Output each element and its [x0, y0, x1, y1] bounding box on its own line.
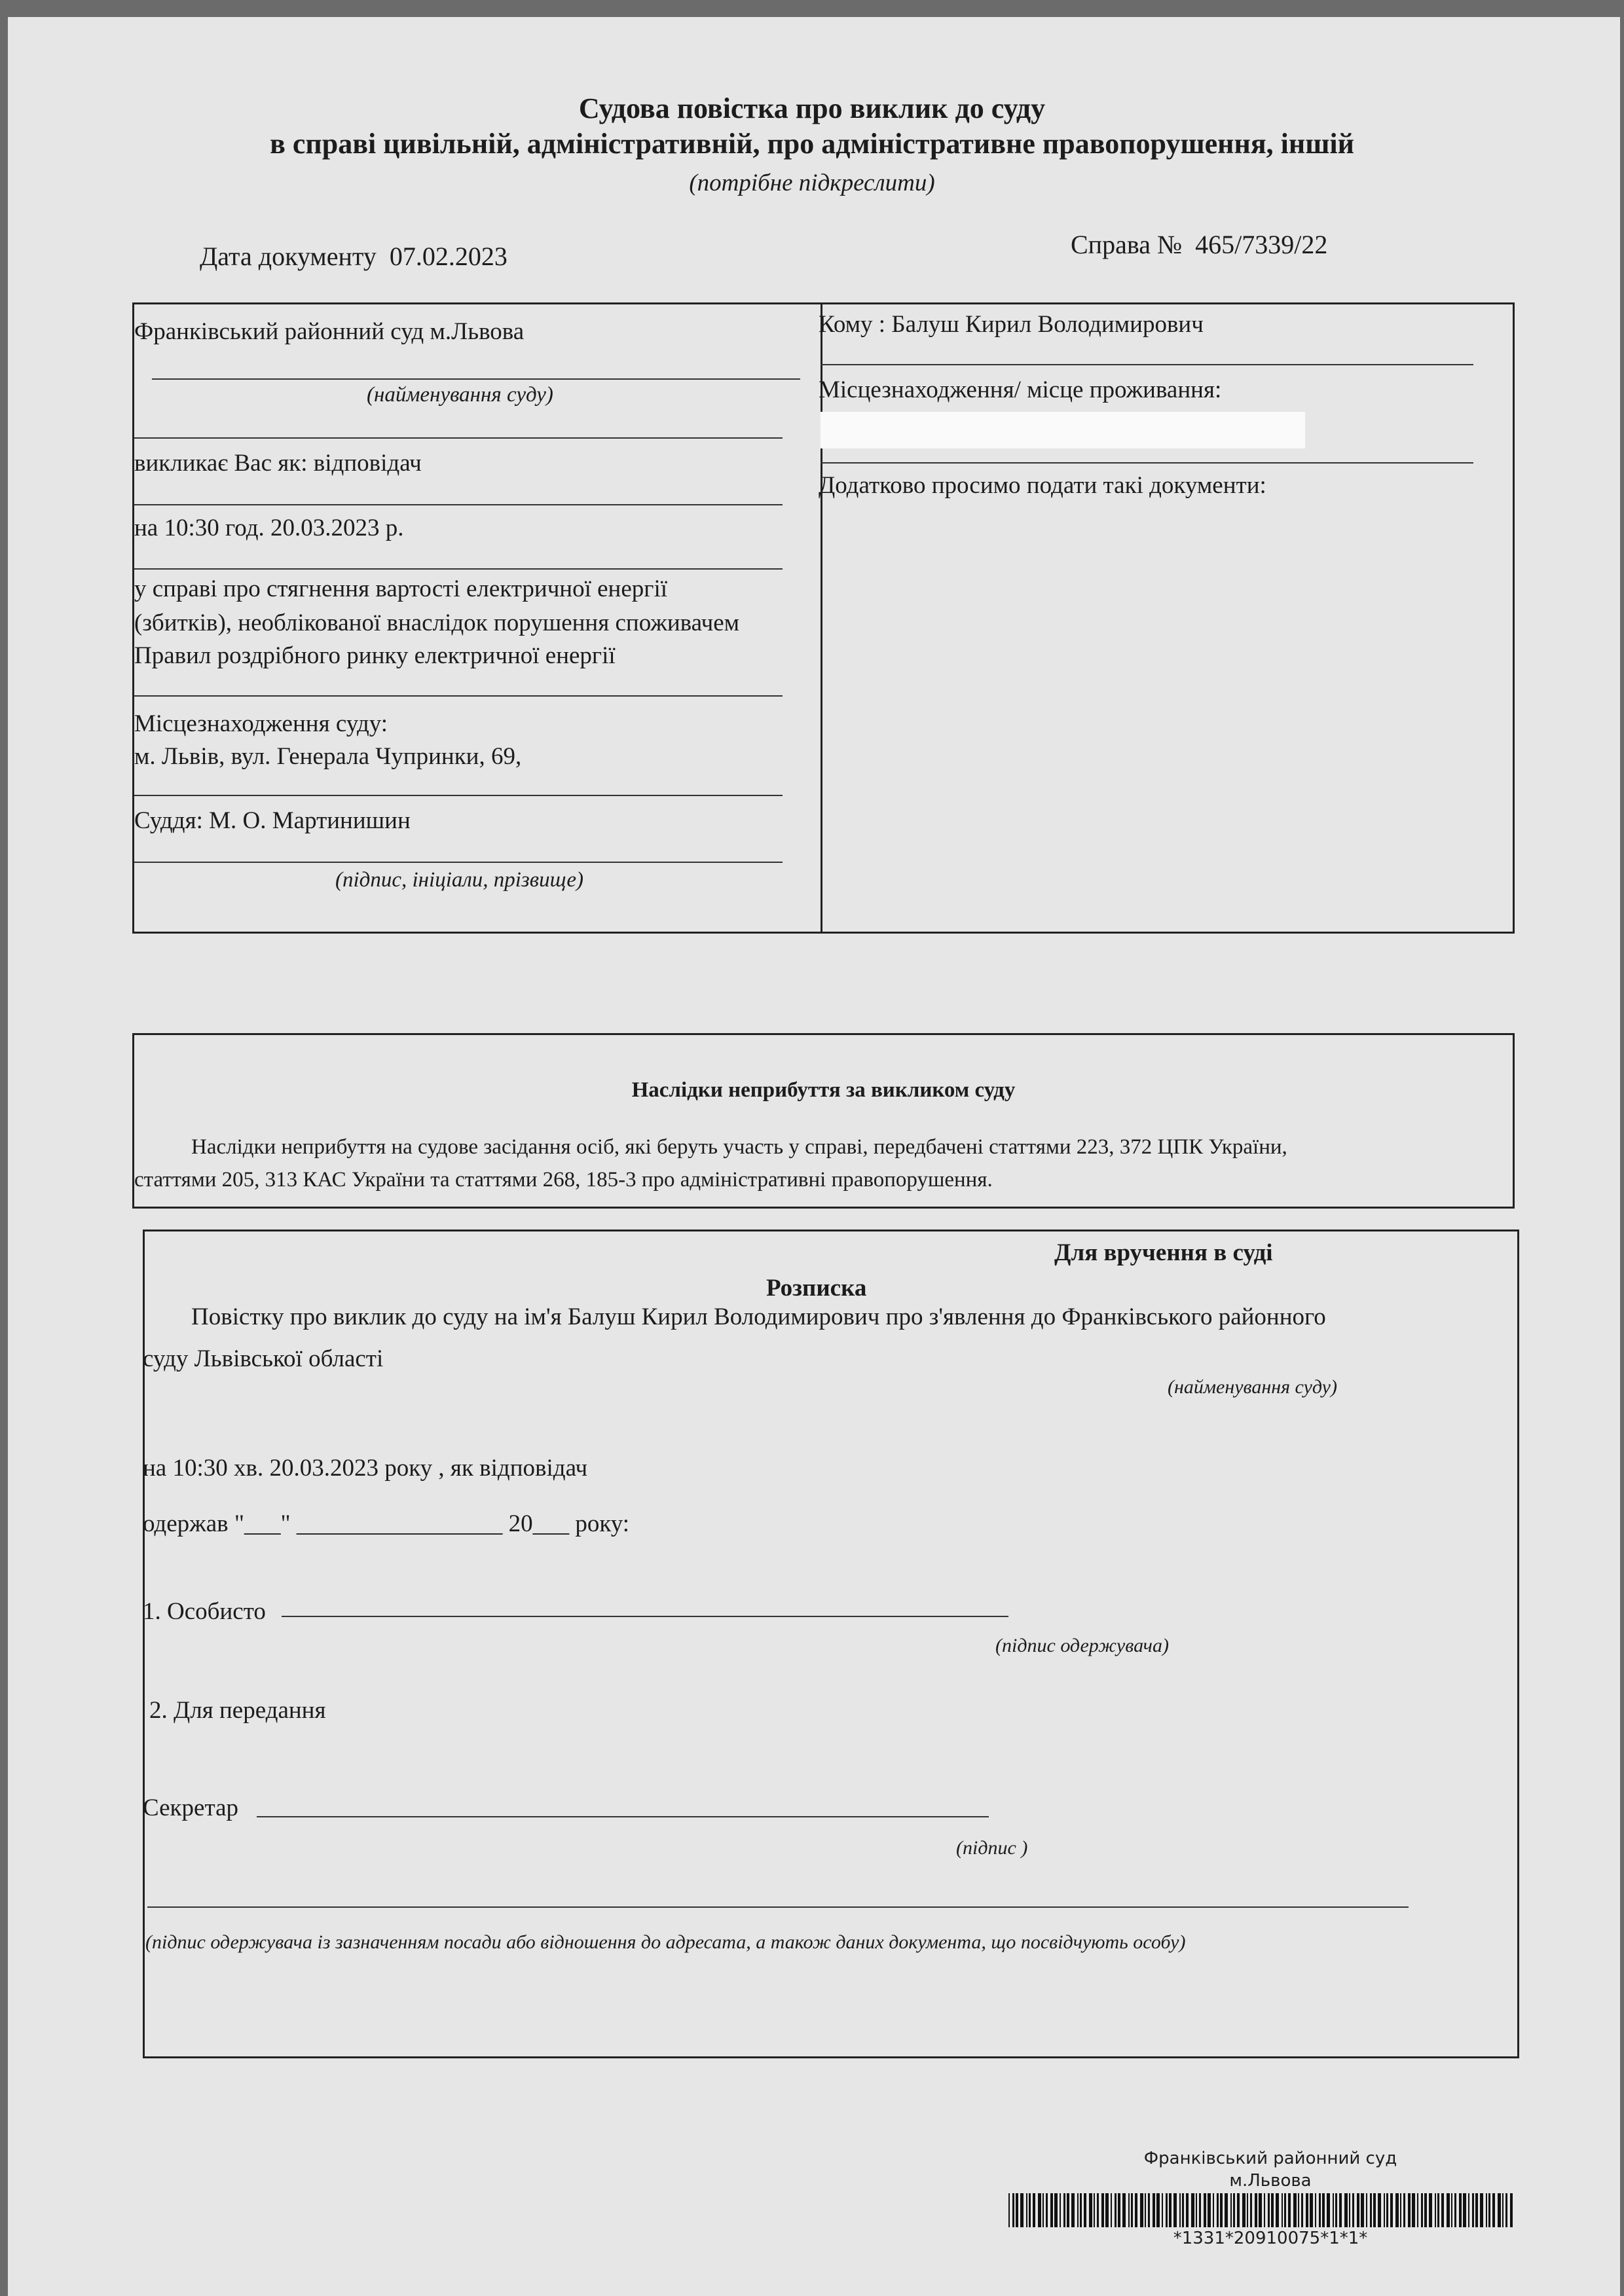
barcode-bar [1441, 2193, 1444, 2227]
final-signature-line [147, 1906, 1409, 1908]
barcode-bar [1333, 2193, 1334, 2227]
barcode-bar [1468, 2193, 1469, 2227]
case-subject-line2: (збитків), необлікованої внаслідок порушення споживачем [134, 610, 740, 636]
barcode-bar [1384, 2193, 1385, 2227]
barcode-bar [1315, 2193, 1316, 2227]
barcode-bar [1505, 2193, 1507, 2227]
barcode-text: *1331*20910075*1*1* [1173, 2229, 1368, 2248]
receipt-title: Розписка [766, 1275, 867, 1302]
barcode-bar [1492, 2193, 1495, 2227]
court-location-label: Місцезнаходження суду: [134, 710, 388, 737]
barcode-bar [1344, 2193, 1348, 2227]
barcode-bar [1026, 2193, 1027, 2227]
barcode-bar [1016, 2193, 1018, 2227]
barcode-bar [1220, 2193, 1223, 2227]
barcode-bar [1370, 2193, 1372, 2227]
receipt-time-line: на 10:30 хв. 20.03.2023 року , як відповідач [143, 1455, 588, 1482]
signature-caption: (підпис, ініціали, прізвище) [335, 868, 584, 892]
barcode-bar [1510, 2193, 1513, 2227]
barcode-bar [1429, 2193, 1432, 2227]
summons-role: викликає Вас як: відповідач [134, 450, 422, 477]
barcode-bar [1298, 2193, 1299, 2227]
barcode-bar [1412, 2193, 1415, 2227]
barcode-bar [1486, 2193, 1487, 2227]
barcode-bar [1122, 2193, 1126, 2227]
barcode-bar [1271, 2193, 1274, 2227]
barcode-bar [1502, 2193, 1504, 2227]
barcode-bar [1128, 2193, 1130, 2227]
barcode-bar [1046, 2193, 1048, 2227]
barcode-bar [1408, 2193, 1411, 2227]
barcode-bar [1097, 2193, 1099, 2227]
barcode-bar [1169, 2193, 1172, 2227]
barcode-bar [1255, 2193, 1257, 2227]
redacted-address [821, 412, 1305, 448]
barcode-bar [1145, 2193, 1146, 2227]
barcode-bar [1043, 2193, 1044, 2227]
barcode-bar [1156, 2193, 1160, 2227]
barcode-bar [1403, 2193, 1405, 2227]
barcode-bar [1077, 2193, 1079, 2227]
barcode-bar [1084, 2193, 1086, 2227]
footer-court-line2: м.Львова [1229, 2171, 1312, 2191]
underline-note: (потрібне підкреслити) [689, 170, 935, 196]
personal-signature-line [282, 1616, 1008, 1617]
barcode-bar [1166, 2193, 1168, 2227]
barcode-bar [1033, 2193, 1035, 2227]
barcode-bar [1050, 2193, 1053, 2227]
barcode-bar [1472, 2193, 1474, 2227]
barcode-bar [1111, 2193, 1112, 2227]
barcode-bar [1306, 2193, 1308, 2227]
barcode-bar [1378, 2193, 1381, 2227]
barcode-bar [1012, 2193, 1014, 2227]
documents-label: Додатково просимо подати такі документи: [819, 472, 1266, 499]
consequences-text-line1: Наслідки неприбуття на судове засідання осіб, які беруть участь у справі, передбачені статтями 223, 372 ЦПК України, [191, 1135, 1287, 1159]
separator-line [134, 862, 783, 863]
barcode-bar [1366, 2193, 1367, 2227]
barcode-bar [1038, 2193, 1041, 2227]
judge-name: Суддя: М. О. Мартинишин [134, 807, 411, 834]
document-date [200, 241, 507, 272]
hearing-time: на 10:30 год. 20.03.2023 р. [134, 515, 404, 541]
barcode-bar [1322, 2193, 1325, 2227]
consequences-text-line2: статтями 205, 313 КАС України та статтями 268, 185-3 про адміністративні правопорушення. [134, 1168, 993, 1192]
barcode-bar [1140, 2193, 1143, 2227]
barcode-bar [1417, 2193, 1418, 2227]
receipt-court-caption: (найменування суду) [1168, 1376, 1337, 1398]
barcode-bar [1217, 2193, 1219, 2227]
separator-line [134, 795, 783, 796]
barcode-bar [1400, 2193, 1401, 2227]
barcode-bar [1335, 2193, 1337, 2227]
barcode-bar [1390, 2193, 1393, 2227]
barcode-bar [1447, 2193, 1450, 2227]
receipt-line2: суду Львівської області [143, 1345, 384, 1372]
barcode-bar [1264, 2193, 1265, 2227]
barcode-bar [1105, 2193, 1109, 2227]
barcode-bar [1060, 2193, 1061, 2227]
barcode-bar [1115, 2193, 1116, 2227]
separator-line [134, 437, 783, 439]
final-caption: (підпис одержувача із зазначенням посади або відношення до адресата, а також даних документа, що посвідчують особу) [145, 1931, 1186, 1953]
barcode-bar [1179, 2193, 1181, 2227]
transfer-label: 2. Для передання [149, 1697, 326, 1724]
barcode-bar [1386, 2193, 1388, 2227]
barcode-bar [1276, 2193, 1279, 2227]
barcode-bar [1191, 2193, 1194, 2227]
barcode-bar [1101, 2193, 1104, 2227]
barcode-bar [1029, 2193, 1031, 2227]
date-label: Дата документу [200, 242, 377, 271]
court-location-value: м. Львів, вул. Генерала Чупринки, 69, [134, 743, 522, 770]
case-value: 465/7339/22 [1195, 230, 1328, 259]
barcode-bar [1153, 2193, 1155, 2227]
secretary-signature-line [257, 1816, 989, 1817]
barcode-bar [1339, 2193, 1342, 2227]
address-label: Місцезнаходження/ місце проживання: [819, 376, 1222, 403]
barcode-bar [1361, 2193, 1364, 2227]
delivery-stamp: Для вручення в суді [1054, 1239, 1273, 1266]
case-number [1071, 229, 1327, 260]
footer-court-line1: Франківський районний суд [1143, 2149, 1397, 2168]
barcode-bar [1247, 2193, 1248, 2227]
barcode-bar [1020, 2193, 1024, 2227]
barcode-bar [1067, 2193, 1069, 2227]
recipient: Кому : Балуш Кирил Володимирович [819, 311, 1204, 338]
document-subtitle: в справі цивільній, адміністративній, про адміністративне правопорушення, іншій [270, 128, 1354, 160]
barcode-bar [1373, 2193, 1376, 2227]
barcode-bar [1186, 2193, 1189, 2227]
barcode-bar [1284, 2193, 1286, 2227]
separator-line [134, 568, 783, 570]
court-caption: (найменування суду) [367, 383, 553, 407]
barcode-bar [1135, 2193, 1137, 2227]
document-title: Судова повістка про виклик до суду [578, 92, 1046, 124]
consequences-title: Наслідки неприбуття за викликом суду [631, 1078, 1016, 1102]
barcode-bar [1301, 2193, 1303, 2227]
barcode [1008, 2193, 1513, 2227]
barcode-bar [1250, 2193, 1252, 2227]
barcode-bar [1225, 2193, 1228, 2227]
case-subject-line1: у справі про стягнення вартості електричної енергії [134, 575, 668, 602]
barcode-bar [1435, 2193, 1436, 2227]
barcode-bar [1148, 2193, 1150, 2227]
recipient-line [821, 364, 1473, 365]
barcode-bar [1242, 2193, 1246, 2227]
date-value: 07.02.2023 [389, 242, 507, 271]
barcode-bar [1310, 2193, 1313, 2227]
barcode-bar [1475, 2193, 1478, 2227]
personal-label: 1. Особисто [143, 1598, 266, 1625]
barcode-bar [1463, 2193, 1466, 2227]
barcode-bar [1349, 2193, 1350, 2227]
barcode-bar [1454, 2193, 1456, 2227]
barcode-bar [1131, 2193, 1133, 2227]
barcode-bar [1488, 2193, 1490, 2227]
barcode-bar [1230, 2193, 1232, 2227]
secretary-caption: (підпис ) [956, 1837, 1028, 1859]
barcode-bar [1182, 2193, 1184, 2227]
barcode-bar [1268, 2193, 1270, 2227]
address-line [821, 462, 1473, 464]
barcode-bar [1196, 2193, 1197, 2227]
barcode-bar [1208, 2193, 1211, 2227]
barcode-bar [1054, 2193, 1058, 2227]
barcode-bar [1063, 2193, 1065, 2227]
barcode-bar [1162, 2193, 1163, 2227]
case-label: Справа № [1071, 230, 1183, 259]
barcode-bar [1259, 2193, 1262, 2227]
barcode-bar [1094, 2193, 1095, 2227]
barcode-bar [1424, 2193, 1427, 2227]
barcode-bar [1421, 2193, 1423, 2227]
barcode-bar [1008, 2193, 1010, 2227]
barcode-bar [1071, 2193, 1075, 2227]
barcode-bar [1459, 2193, 1462, 2227]
barcode-bar [1327, 2193, 1330, 2227]
barcode-bar [1480, 2193, 1483, 2227]
barcode-bar [1437, 2193, 1439, 2227]
barcode-bar [1357, 2193, 1359, 2227]
court-name-line [152, 378, 800, 380]
barcode-bar [1288, 2193, 1291, 2227]
barcode-bar [1282, 2193, 1283, 2227]
barcode-bar [1213, 2193, 1214, 2227]
secretary-label: Секретар [143, 1795, 238, 1821]
barcode-bar [1352, 2193, 1354, 2227]
barcode-bar [1204, 2193, 1206, 2227]
case-subject-line3: Правил роздрібного ринку електричної енергії [134, 642, 616, 669]
court-name: Франківський районний суд м.Львова [134, 318, 525, 345]
personal-caption: (підпис одержувача) [995, 1635, 1169, 1656]
barcode-bar [1080, 2193, 1082, 2227]
receipt-line1: Повістку про виклик до суду на ім'я Балуш Кирил Володимирович про з'явлення до Франківського районного [191, 1303, 1326, 1330]
barcode-bar [1233, 2193, 1235, 2227]
barcode-bar [1319, 2193, 1321, 2227]
separator-line [134, 695, 783, 697]
barcode-bar [1395, 2193, 1399, 2227]
barcode-bar [1173, 2193, 1177, 2227]
barcode-bar [1498, 2193, 1501, 2227]
barcode-bar [1089, 2193, 1092, 2227]
barcode-bar [1237, 2193, 1240, 2227]
barcode-bar [1451, 2193, 1452, 2227]
received-date-line: одержав "___" _________________ 20___ року: [143, 1510, 630, 1537]
barcode-bar [1118, 2193, 1120, 2227]
separator-line [134, 504, 783, 505]
barcode-bar [1199, 2193, 1201, 2227]
barcode-bar [1293, 2193, 1297, 2227]
